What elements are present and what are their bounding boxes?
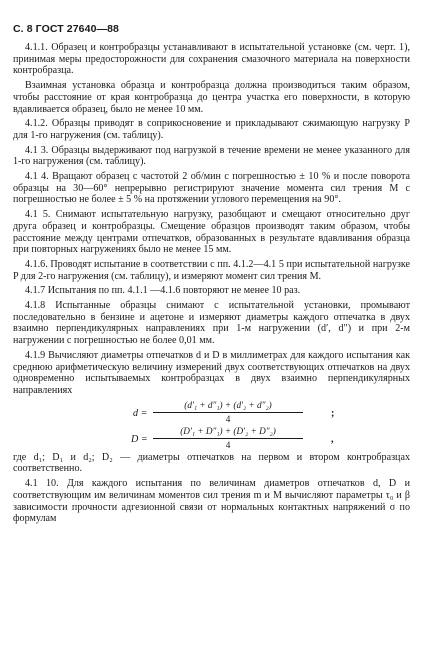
paragraph-4-1-6: 4.1.6. Проводят испытание в соответствии с пп. 4.1.2—4.1 5 при испытательной нагрузке P для 2-го нагружения (см. таблицу), и измеряют момент сил трения M. bbox=[13, 258, 410, 282]
formula-D-numerator: (D′₁ + D″₁) + (D′₂ + D″₂) bbox=[180, 425, 276, 436]
formula-d-denominator: 4 bbox=[225, 413, 231, 424]
paragraph-4-1-8: 4.1.8 Испытанные образцы снимают с испытательной установки, промывают последовательно в бензине и ацетоне и измеряют диаметры каждого отпечатка в двух взаимно перпендикулярных направлениях при 1-м нагружении (d′, d″) и при 2-м нагружении с погрешностью не более 0,01 мм. bbox=[13, 300, 410, 347]
formula-d-numerator: (d′₁ + d″₁) + (d′₂ + d″₂) bbox=[184, 399, 272, 410]
page-header: С. 8 ГОСТ 27640—88 bbox=[13, 23, 119, 35]
paragraph-4-1-2: 4.1.2. Образцы приводят в соприкосновение и прикладывают сжимающую нагрузку P для 1-го нагружения (см. таблицу). bbox=[13, 118, 410, 141]
formula-d-terminator: ; bbox=[331, 407, 335, 419]
paragraph-4-1-9: 4.1.9 Вычисляют диаметры отпечатков d и D в миллиметрах для каждого испытания как среднюю арифметическую величину измерений двух соответствующих отпечатков на двух одновременно испытываемых контробразцах в двух взаимно перпендикулярных направлениях bbox=[13, 349, 410, 396]
formula-D-denominator: 4 bbox=[225, 439, 231, 450]
formula-D bbox=[13, 426, 410, 452]
paragraph-mutual-placement: Взаимная установка образца и контробразца должна производиться таким образом, чтобы расстояние от края контробразца до центра участка его поверхности, в которую вдавливается образец, было не менее 10 мм. bbox=[13, 80, 410, 115]
paragraph-4-1-5: 4.1 5. Снимают испытательную нагрузку, разобщают и смещают относительно друг друга образец и контробразцы. Смещение образцов производят таким образом, чтобы расстояние между центрами отпечатков, образованных в результате вдавливания образца при повторных нагружениях было не менее 15 мм. bbox=[13, 209, 410, 256]
paragraph-4-1-3: 4.1 3. Образцы выдерживают под нагрузкой в течение времени не менее указанного для 1-го нагружения (см. таблицу). bbox=[13, 144, 410, 168]
document-body bbox=[13, 42, 410, 528]
paragraph-4-1-1: 4.1.1. Образец и контробразцы устанавливают в испытательной установке (см. черт. 1), принимая меры предосторожности для сохранения смазочного материала на поверхности контробразца. bbox=[13, 42, 410, 77]
formula-D-lhs: D = bbox=[131, 433, 148, 445]
paragraph-4-1-7: 4.1.7 Испытания по пп. 4.1.1 —4.1.6 повторяют не менее 10 раз. bbox=[25, 285, 301, 297]
paragraph-where: где d₁; D₁ и d₂; D₂ — диаметры отпечатков на первом и втором контробразцах соответственно. bbox=[13, 451, 410, 475]
formula-D-terminator: , bbox=[331, 433, 334, 445]
fraction-bar bbox=[153, 412, 303, 413]
formula-d bbox=[13, 400, 410, 426]
fraction-bar bbox=[153, 438, 303, 439]
formula-d-fraction bbox=[153, 400, 303, 425]
paragraph-4-1-10: 4.1 10. Для каждого испытания по величинам диаметров отпечатков d, D и соответствующим им величинам моментов сил трения m и M вычисляют параметры τ₀ и β зависимости прочности адгезионной связи от нормальных контактных напряжений σ по формулам bbox=[13, 478, 410, 525]
formula-d-lhs: d = bbox=[133, 407, 148, 419]
paragraph-4-1-4: 4.1 4. Вращают образец с частотой 2 об/мин с погрешностью ± 10 % и после поворота образцы на 30—60° непрерывно регистрируют значение момента сил трения M с погрешностью не более ± 5 % на протяжении углового перемещения на 90°. bbox=[13, 171, 410, 206]
formula-D-fraction bbox=[153, 426, 303, 451]
